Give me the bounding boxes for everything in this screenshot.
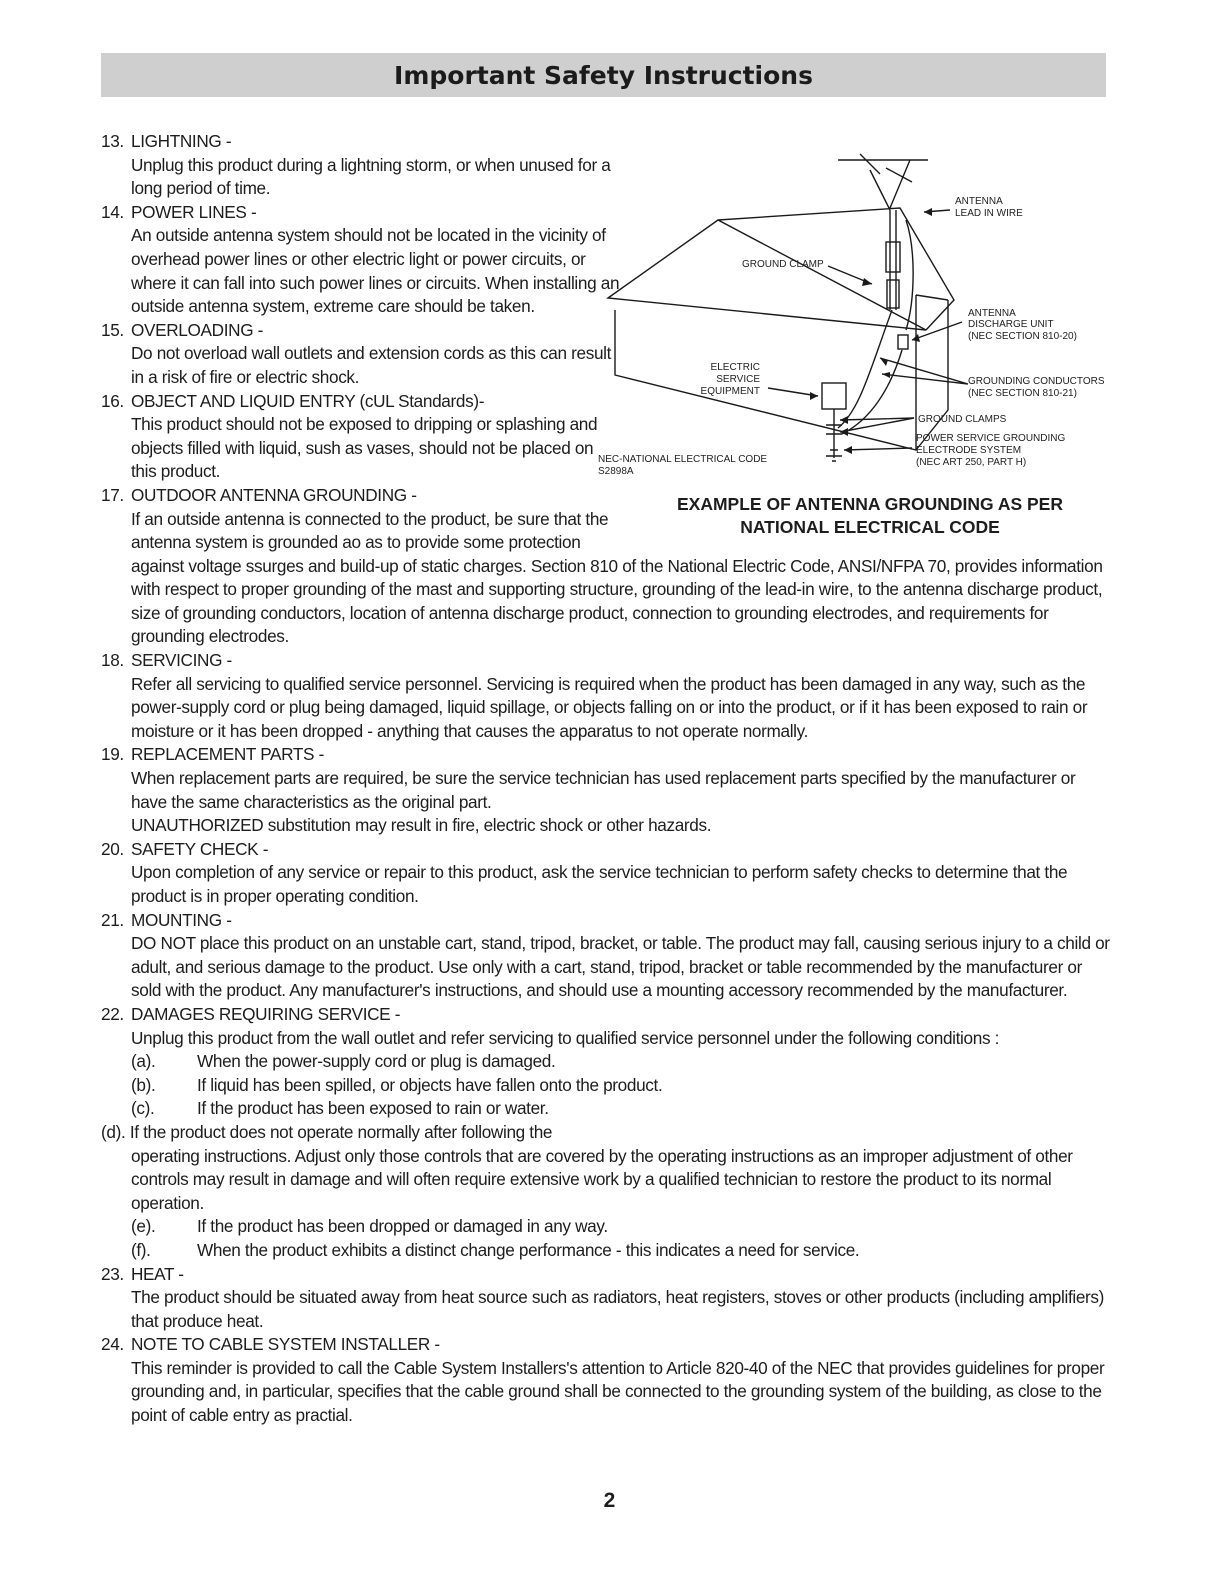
label-antenna-lead: ANTENNA (955, 196, 1003, 207)
label-code: S2898A (598, 466, 634, 477)
title-bar (101, 53, 1106, 97)
list-item: 14. POWER LINES - An outside antenna system should not be located in the vicinity of overhead power lines or other electric light or power circuits, or where it can fall into such power lines or circuits. When installing an outside antenna system, extreme care should be taken. (101, 201, 620, 317)
sub-item: (b). If liquid has been spilled, or objects have fallen onto the product. (131, 1074, 663, 1095)
page-title: Important Safety Instructions (394, 60, 813, 90)
diagram-caption: EXAMPLE OF ANTENNA GROUNDING AS PER NATIONAL ELECTRICAL CODE (677, 494, 1063, 537)
label-ground-clamp: GROUND CLAMP (742, 259, 824, 270)
label-discharge-unit: ANTENNA (968, 308, 1016, 319)
list-item: 20. SAFETY CHECK - Upon completion of any service or repair to this product, ask the service technician to perform safety checks to determine that the product is in proper operating condition. (101, 838, 1068, 906)
sub-item: (e). If the product has been dropped or damaged in any way. (131, 1216, 608, 1237)
sub-item: (c). If the product has been exposed to rain or water. (131, 1098, 549, 1119)
label-nec: NEC-NATIONAL ELECTRICAL CODE (598, 454, 768, 465)
list-item: 15. OVERLOADING - Do not overload wall outlets and extension cords as this can result in a risk of fire or electric shock. (101, 319, 612, 387)
label-electric-service: ELECTRIC (710, 362, 760, 373)
list-item: 18. SERVICING - Refer all servicing to qualified service personnel. Servicing is required when the product has been damaged in any way, such as the power-supply cord or plug being damaged, liquid spillage, or objects falling on or into the product, or if it has been exposed to rain or moisture or it has been dropped - anything that causes the apparatus to not operate normally. (101, 650, 1088, 741)
svg-text:(NEC SECTION 810-20): (NEC SECTION 810-20) (968, 331, 1077, 342)
list-item: 22. DAMAGES REQUIRING SERVICE - Unplug this product from the wall outlet and refer servicing to qualified service personnel under the following conditions : (a). When the power-supply cord or plug is damaged. (b). If liquid has been spilled, or objects have fallen onto the product. (c). If the product has been exposed to rain or water. (d). If the product does not operate normally after following the operating instructions. Adjust only those controls that are covered by the operating instructions as an improper adjustment of other controls may result in damage and will often require extensive work by a qualified technician to restore the product to its normal operation. (e). If the product has been dropped or damaged in any way. (f). When the product exhibits a distinct change performance - this indicates a need for service. (101, 1003, 1111, 1263)
label-power-service: POWER SERVICE GROUNDING (916, 433, 1066, 444)
svg-text:(NEC ART 250, PART H): (NEC ART 250, PART H) (916, 457, 1027, 468)
page-number: 2 (603, 1489, 616, 1512)
list-item: 13. LIGHTNING - Unplug this product during a lightning storm, or when unused for a long period of time. (101, 131, 611, 199)
list-item: 16. OBJECT AND LIQUID ENTRY (cUL Standards)- This product should not be exposed to dripping or splashing and objects filled with liquid, sush as vases, should not be placed on this product. (101, 390, 598, 482)
svg-text:EQUIPMENT: EQUIPMENT (700, 386, 760, 397)
list-item: 17. OUTDOOR ANTENNA GROUNDING - If an outside antenna is connected to the product, be sure that the antenna system is grounded ao as to provide some protection against voltage ssurges and build-up of static charges. Section 810 of the National Electric Code, ANSI/NFPA 70, provides information with respect to proper grounding of the mast and supporting structure, grounding of the lead-in wire, to the antenna discharge product, size of grounding conductors, location of antenna discharge product, connection to grounding electrodes, and requirements for grounding electrodes. (101, 484, 1103, 647)
instructions-list (101, 130, 1111, 1428)
list-item: 21. MOUNTING - DO NOT place this product on an unstable cart, stand, tripod, bracket, or table. The product may fall, causing serious injury to a child or adult, and serious damage to the product. Use only with a cart, stand, tripod, bracket or table recommended by the manufacturer or sold with the product. Any manufacturer's instructions, and should use a mounting accessory recommended by the manufacturer. (101, 909, 1110, 1001)
list-item: 23. HEAT - The product should be situated away from heat source such as radiators, heat registers, stoves or other products (including amplifiers) that produce heat. (101, 1263, 1105, 1331)
label-grounding-conductors: GROUNDING CONDUCTORS (968, 376, 1105, 387)
sub-item: (f). When the product exhibits a distinct change performance - this indicates a need for service. (131, 1239, 860, 1260)
svg-text:DISCHARGE UNIT: DISCHARGE UNIT (968, 319, 1054, 330)
svg-text:ELECTRODE SYSTEM: ELECTRODE SYSTEM (916, 445, 1022, 456)
list-item: 24. NOTE TO CABLE SYSTEM INSTALLER - This reminder is provided to call the Cable System Installers's attention to Article 820-40 of the NEC that provides guidelines for proper grounding and, in particular, specifies that the cable ground shall be connected to the grounding system of the building, as close to the point of cable entry as practial. (101, 1334, 1105, 1426)
svg-text:(NEC SECTION 810-21): (NEC SECTION 810-21) (968, 388, 1077, 399)
sub-item: (a). When the power-supply cord or plug is damaged. (131, 1051, 556, 1072)
label-ground-clamps: GROUND CLAMPS (918, 414, 1007, 425)
svg-text:LEAD IN WIRE: LEAD IN WIRE (955, 208, 1023, 219)
svg-text:SERVICE: SERVICE (716, 374, 760, 385)
list-item: 19. REPLACEMENT PARTS - When replacement parts are required, be sure the service technician has used replacement parts specified by the manufacturer or have the same characteristics as the original part. UNAUTHORIZED substitution may result in fire, electric shock or other hazards. (101, 744, 1076, 836)
sub-item: (d). If the product does not operate normally after following the (101, 1121, 553, 1142)
